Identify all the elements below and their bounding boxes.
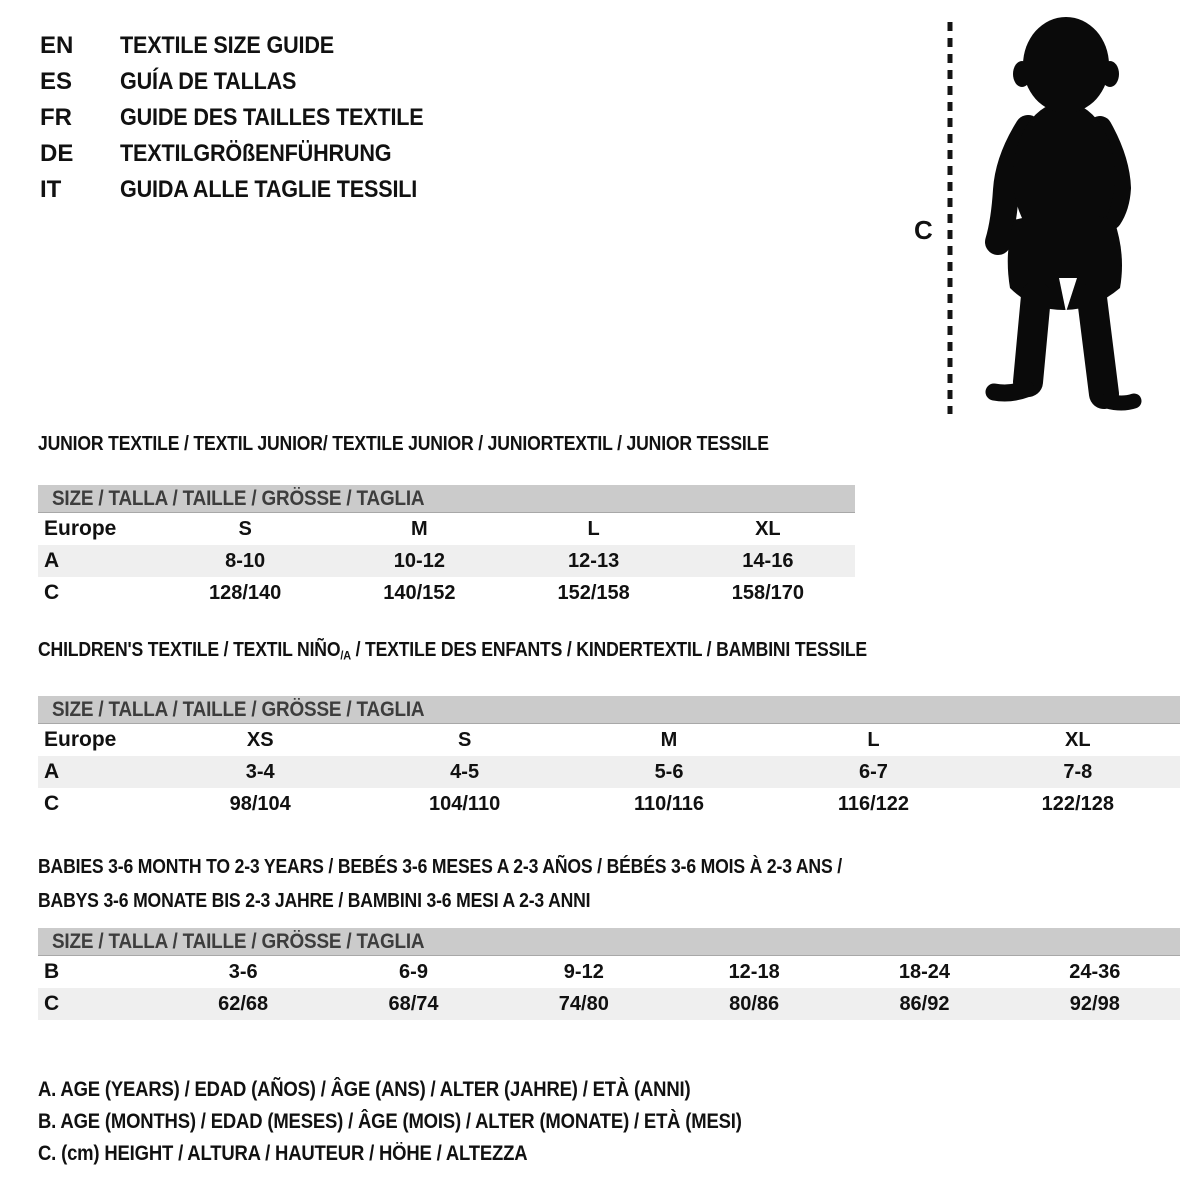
table-row-height — [38, 988, 1180, 1020]
table-cell: 6-7 — [858, 761, 888, 784]
table-row-age-months — [38, 956, 1180, 988]
table-cell: M — [411, 518, 428, 540]
size-header-bar — [38, 928, 1180, 956]
table-cell: 92/98 — [1069, 993, 1120, 1015]
lang-row-de — [40, 136, 457, 172]
footnote-text: B. AGE (MONTHS) / EDAD (MESES) / ÂGE (MOIS) / ALTER (MONATE) / ETÀ (MESI) — [38, 1110, 742, 1133]
table-cell: 68/74 — [388, 993, 439, 1015]
table-cell: XL — [1065, 729, 1091, 752]
lang-row-es — [40, 64, 457, 100]
section-babies-textile — [38, 850, 1180, 1020]
table-cell: 12-13 — [568, 550, 620, 572]
lang-title: GUÍA DE TALLAS — [120, 68, 297, 95]
lang-code: IT — [40, 176, 62, 203]
footnote-text: C. (cm) HEIGHT / ALTURA / HAUTEUR / HÖHE / ALTEZZA — [38, 1142, 528, 1165]
row-label: Europe — [44, 728, 117, 752]
size-header-label: SIZE / TALLA / TAILLE / GRÖSSE / TAGLIA — [52, 487, 425, 510]
row-label: Europe — [44, 517, 117, 540]
table-cell: 104/110 — [429, 793, 501, 816]
footnote-legend — [38, 1074, 838, 1170]
height-measure-c-label: C — [914, 215, 933, 245]
row-label: A — [44, 549, 60, 572]
table-cell: L — [587, 518, 600, 540]
language-title-list — [40, 28, 457, 208]
table-cell: 62/68 — [218, 993, 269, 1015]
table-cell: 8-10 — [225, 550, 266, 572]
section-childrens-textile — [38, 638, 1180, 820]
lang-title: TEXTILGRÖßENFÜHRUNG — [120, 140, 392, 167]
table-row-age — [38, 756, 1180, 788]
table-cell: 12-18 — [728, 961, 780, 983]
table-cell: 140/152 — [383, 582, 456, 604]
size-header-bar — [38, 485, 855, 513]
footnote-b — [38, 1106, 838, 1138]
row-label: A — [44, 760, 60, 784]
section-heading — [38, 432, 855, 456]
table-cell: 4-5 — [450, 761, 480, 784]
table-cell: 80/86 — [729, 993, 780, 1015]
table-cell: 14-16 — [742, 550, 794, 572]
heading-subscript: /A — [340, 648, 351, 663]
row-label: C — [44, 992, 60, 1015]
table-row-height — [38, 577, 855, 609]
table-row-europe — [38, 513, 855, 545]
section-heading-line2: BABYS 3-6 MONATE BIS 2-3 JAHRE / BAMBINI 3-6 MESI A 2-3 ANNI — [38, 890, 591, 912]
lang-row-fr — [40, 100, 457, 136]
lang-title: GUIDA ALLE TAGLIE TESSILI — [120, 176, 418, 203]
table-row-age — [38, 545, 855, 577]
toddler-silhouette-icon — [898, 8, 1158, 423]
table-cell: M — [660, 729, 678, 752]
table-cell: 18-24 — [898, 961, 951, 983]
footnote-text: A. AGE (YEARS) / EDAD (AÑOS) / ÂGE (ANS) / ALTER (JAHRE) / ETÀ (ANNI) — [38, 1078, 691, 1101]
row-label: C — [44, 581, 60, 604]
size-header-bar — [38, 696, 1180, 724]
table-row-height — [38, 788, 1180, 820]
section-heading — [38, 638, 1180, 667]
table-cell: L — [867, 729, 880, 752]
table-cell: S — [238, 518, 252, 540]
heading-part: CHILDREN'S TEXTILE / TEXTIL NIÑO — [38, 639, 341, 661]
table-cell: 3-4 — [245, 761, 275, 784]
table-cell: 116/122 — [837, 793, 910, 816]
heading-part: / TEXTILE DES ENFANTS / KINDERTEXTIL / BAMBINI TESSILE — [350, 639, 867, 661]
table-cell: 110/116 — [633, 793, 705, 816]
table-cell: 98/104 — [229, 793, 291, 816]
lang-code: DE — [40, 140, 74, 167]
table-row-europe — [38, 724, 1180, 756]
table-cell: 6-9 — [399, 961, 428, 983]
table-cell: 122/128 — [1041, 793, 1114, 816]
table-cell: XL — [755, 518, 781, 540]
section-heading-line1: BABIES 3-6 MONTH TO 2-3 YEARS / BEBÉS 3-6 MESES A 2-3 AÑOS / BÉBÉS 3-6 MOIS À 2-3 ANS / — [38, 856, 842, 878]
row-label: B — [44, 960, 60, 983]
footnote-a — [38, 1074, 838, 1106]
lang-row-en — [40, 28, 457, 64]
lang-code: ES — [40, 68, 73, 95]
table-cell: S — [457, 729, 472, 752]
table-cell: 152/158 — [557, 582, 630, 604]
table-cell: 74/80 — [558, 993, 609, 1015]
lang-title: GUIDE DES TAILLES TEXTILE — [120, 104, 424, 131]
toddler-body-shapes — [994, 17, 1134, 403]
section-heading-text: JUNIOR TEXTILE / TEXTIL JUNIOR/ TEXTILE JUNIOR / JUNIORTEXTIL / JUNIOR TESSILE — [38, 433, 769, 455]
table-cell: 128/140 — [208, 582, 282, 604]
section-junior-textile — [38, 432, 855, 609]
table-cell: XS — [246, 729, 274, 752]
footnote-c — [38, 1138, 838, 1170]
table-cell: 7-8 — [1063, 761, 1093, 784]
table-cell: 3-6 — [228, 961, 258, 983]
size-header-label: SIZE / TALLA / TAILLE / GRÖSSE / TAGLIA — [52, 698, 425, 722]
lang-title: TEXTILE SIZE GUIDE — [120, 32, 334, 59]
section-heading-text — [38, 638, 867, 667]
table-cell: 9-12 — [563, 961, 604, 983]
section-heading — [38, 850, 1180, 918]
table-cell: 10-12 — [393, 550, 445, 572]
table-cell: 5-6 — [654, 761, 684, 784]
lang-row-it — [40, 172, 457, 208]
lang-code: FR — [40, 104, 72, 131]
table-cell: 86/92 — [899, 993, 950, 1015]
size-header-label: SIZE / TALLA / TAILLE / GRÖSSE / TAGLIA — [52, 930, 425, 953]
table-cell: 158/170 — [731, 582, 805, 604]
table-cell: 24-36 — [1069, 961, 1121, 983]
lang-code: EN — [40, 32, 74, 59]
row-label: C — [44, 792, 60, 816]
